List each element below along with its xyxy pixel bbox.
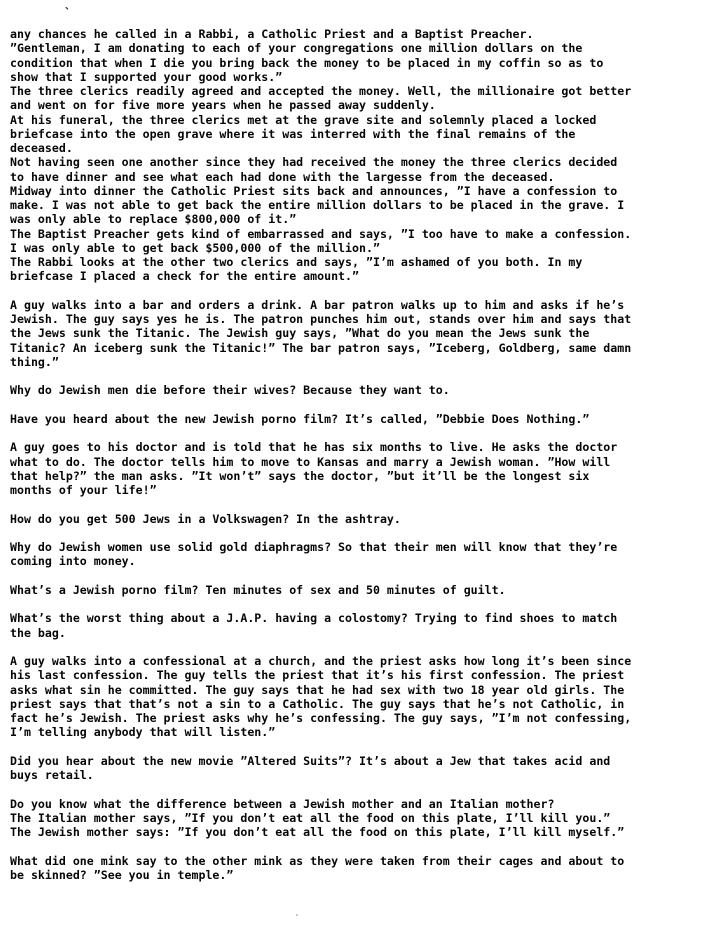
text-line: Have you heard about the new Jewish porno film? It’s called, ”Debbie Does Nothing.”	[10, 411, 590, 426]
text-line: Midway into dinner the Catholic Priest sits back and announces, ”I have a confession to	[10, 183, 618, 198]
text-line: the bag.	[10, 625, 66, 640]
text-line: Why do Jewish men die before their wives? Because they want to.	[10, 383, 450, 398]
text-line: thing.”	[10, 354, 59, 369]
text-line: condition that when I die you bring back the money to be placed in my coffin so as to	[10, 55, 604, 70]
text-line: The Baptist Preacher gets kind of embarrassed and says, ”I too have to make a confession.	[10, 226, 632, 241]
text-line: months of your life!”	[10, 483, 157, 497]
text-line: ”Gentleman, I am donating to each of your congregations one million dollars on the	[10, 41, 583, 56]
text-line: the Jews sunk the Titanic. The Jewish guy says, ”What do you mean the Jews sunk the	[10, 326, 590, 341]
text-line: The Rabbi looks at the other two clerics and says, ”I’m ashamed of you both. In my	[10, 255, 583, 269]
text-line: briefcase I placed a check for the entire amount.”	[10, 269, 360, 284]
text-line	[10, 497, 631, 511]
text-line: show that I supported your good works.”	[10, 69, 283, 84]
text-line: deceased.	[10, 141, 73, 155]
text-line: any chances he called in a Rabbi, a Catholic Priest and a Baptist Preacher.	[10, 27, 534, 41]
text-line: At his funeral, the three clerics met at the grave site and solemnly placed a locked	[10, 112, 597, 127]
text-line: what to do. The doctor tells him to move to Kansas and marry a Jewish woman. ”How will	[10, 454, 611, 469]
text-line	[10, 284, 631, 298]
text-line	[10, 426, 631, 440]
text-line: and went on for five more years when he passed away suddenly.	[10, 98, 436, 113]
text-line: What’s the worst thing about a J.A.P. having a colostomy? Trying to find shoes to match	[10, 611, 618, 626]
text-line: was only able to replace $800,000 of it.”	[10, 212, 297, 227]
text-line: The Italian mother says, ”If you don’t eat all the food on this plate, I’ll kill you.”	[10, 810, 611, 825]
text-line: be skinned? ”See you in temple.”	[10, 867, 234, 882]
text-line: Jewish. The guy says yes he is. The patron punches him out, stands over him and says that	[10, 312, 632, 326]
text-line: Not having seen one another since they had received the money the three clerics decided	[10, 155, 618, 170]
text-line	[10, 740, 631, 754]
text-line: What did one mink say to the other mink as they were taken from their cages and about to	[10, 853, 625, 868]
text-line: fact he’s Jewish. The priest asks why he’s confessing. The guy says, ”I’m not confessing,	[10, 711, 632, 725]
text-line: What’s a Jewish porno film? Ten minutes of sex and 50 minutes of guilt.	[10, 582, 506, 597]
text-lines	[10, 27, 631, 882]
text-line: The Jewish mother says: ”If you don’t eat all the food on this plate, I’ll kill myself.”	[10, 825, 625, 839]
text-line: The three clerics readily agreed and accepted the money. Well, the millionaire got better	[10, 84, 632, 98]
text-line: Do you know what the difference between a Jewish mother and an Italian mother?	[10, 796, 555, 811]
text-line	[10, 597, 631, 611]
text-line: priest says that that’s not a sin to a Catholic. The guy says that he’s not Catholic, in	[10, 696, 625, 711]
text-line: A guy walks into a bar and orders a drink. A bar patron walks up to him and asks if he’s	[10, 297, 625, 312]
text-line: asks what sin he committed. The guy says that he had sex with two 18 year old girls. The	[10, 682, 625, 697]
text-line: briefcase into the open grave where it was interred with the final remains of the	[10, 126, 576, 141]
text-line	[10, 569, 631, 583]
text-line: How do you get 500 Jews in a Volkswagen? In the ashtray.	[10, 511, 401, 526]
text-line	[10, 839, 631, 853]
text-line: A guy goes to his doctor and is told that he has six months to live. He asks the doctor	[10, 440, 618, 455]
text-line	[10, 369, 631, 383]
text-line: Titanic? An iceberg sunk the Titanic!” The bar patron says, ”Iceberg, Goldberg, same damn	[10, 340, 632, 355]
text-line: make. I was not able to get back the entire million dollars to be placed in the grave. I	[10, 198, 625, 212]
text-line: buys retail.	[10, 768, 94, 782]
text-line: that help?” the man asks. ”It won’t” says the doctor, ”but it’ll be the longest six	[10, 468, 590, 483]
text-line	[10, 526, 631, 540]
text-line	[10, 782, 631, 796]
stray-scan-dot	[296, 914, 298, 916]
text-line: Did you hear about the new movie ”Altered Suits”? It’s about a Jew that takes acid and	[10, 753, 611, 768]
text-line: his last confession. The guy tells the priest that it’s his first confession. The priest	[10, 668, 625, 683]
text-line: to have dinner and see what each had done with the largesse from the deceased.	[10, 169, 555, 184]
text-line: coming into money.	[10, 554, 136, 569]
text-line	[10, 640, 631, 654]
text-line: A guy walks into a confessional at a church, and the priest asks how long it’s been since	[10, 654, 632, 668]
text-line: I’m telling anybody that will listen.”	[10, 725, 276, 740]
text-line: I was only able to get back $500,000 of the million.”	[10, 240, 380, 255]
text-line	[10, 398, 631, 412]
text-line: Why do Jewish women use solid gold diaphragms? So that their men will know that they’re	[10, 540, 618, 554]
stray-scan-mark: `	[64, 6, 72, 20]
